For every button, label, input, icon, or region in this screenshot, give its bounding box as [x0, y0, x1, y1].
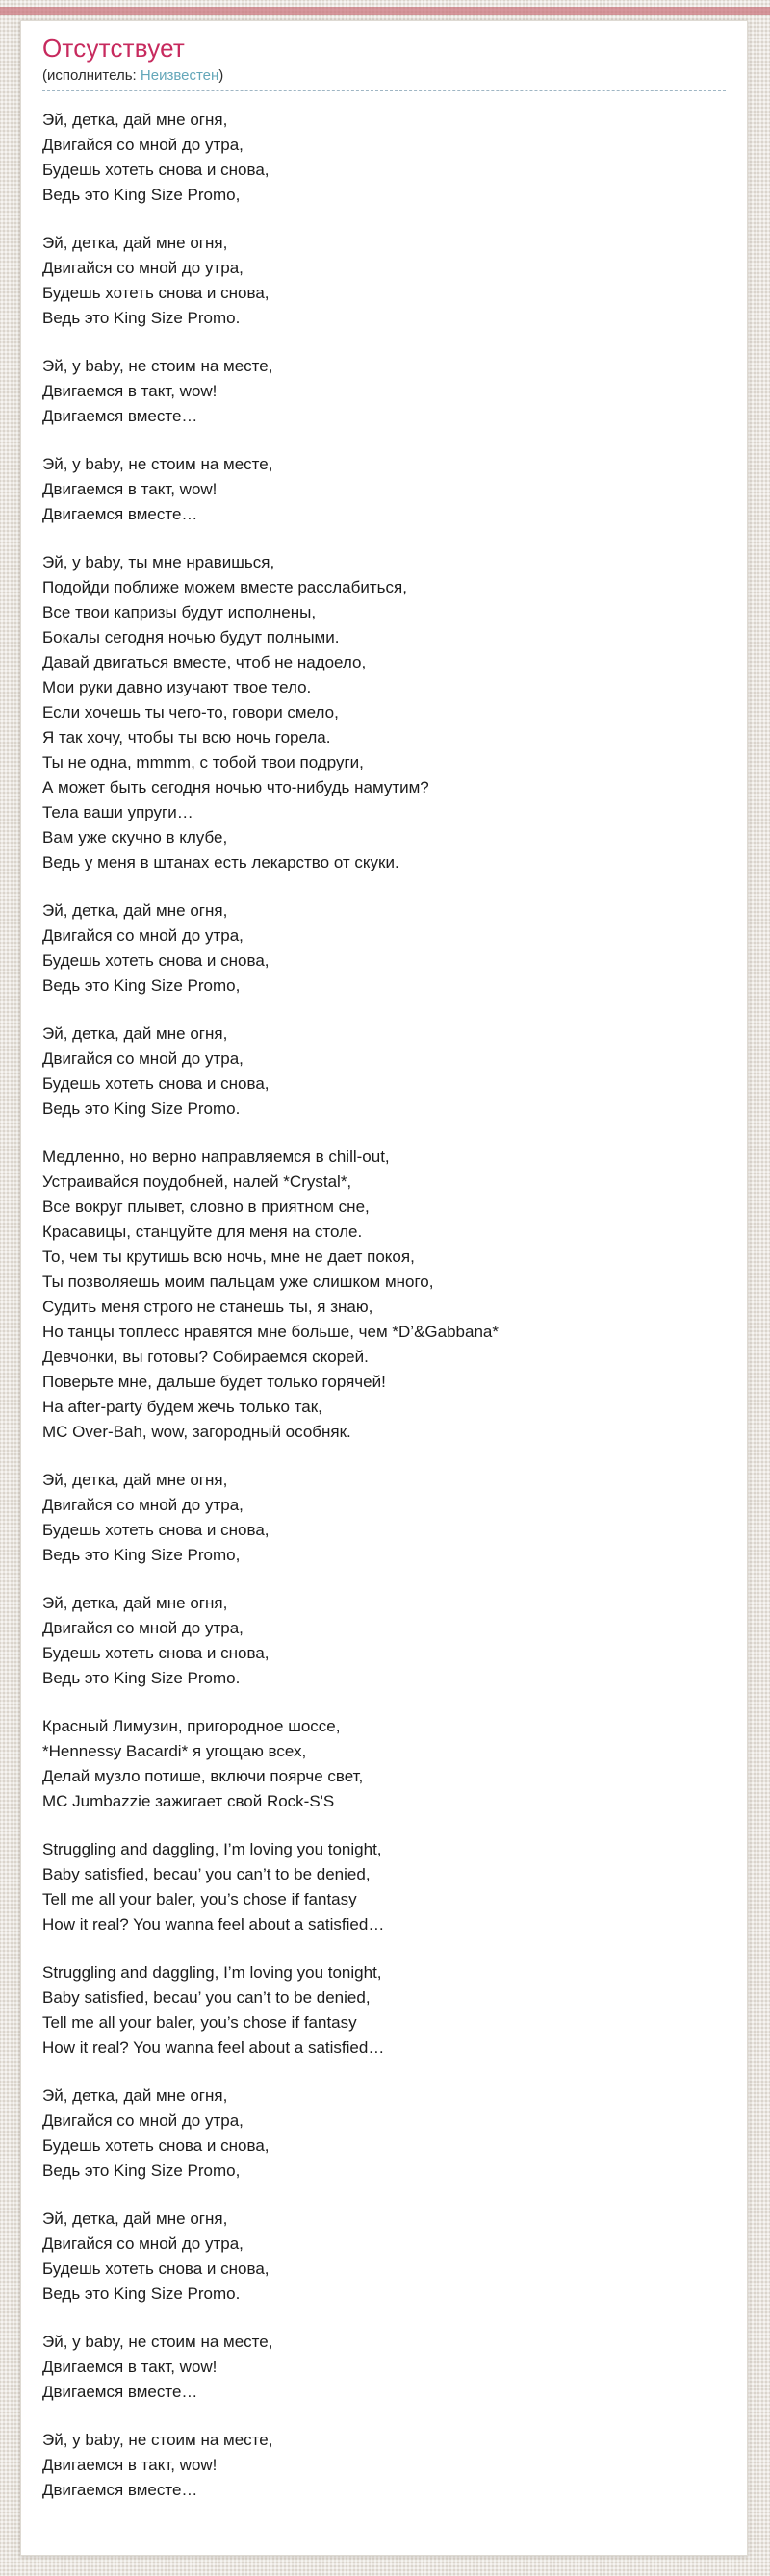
verse: Struggling and daggling, I’m loving you tonight, Baby satisfied, becau’ you can’t to be denied, Tell me all your baler, you’s chose if fantasy How it real? You wanna feel about a satisfied…	[42, 1963, 385, 2057]
verse: Эй, у baby, не стоим на месте, Двигаемся в такт, wow! Двигаемся вместе…	[42, 455, 273, 523]
verse: Эй, у baby, не стоим на месте, Двигаемся в такт, wow! Двигаемся вместе…	[42, 2333, 273, 2401]
artist-label-prefix: (исполнитель:	[42, 67, 137, 84]
verse: Эй, у baby, ты мне нравишься, Подойди поближе можем вместе расслабиться, Все твои капризы будут исполнены, Бокалы сегодня ночью будут полными. Давай двигаться вместе, чтоб не надоело, Мои руки давно изучают твое тело. Если хочешь ты чего-то, говори смело, Я так хочу, чтобы ты всю ночь горела. Ты не одна, mmmm, с тобой твои подруги, А может быть сегодня ночью что-нибудь намутим? Тела ваши упруги… Вам уже скучно в клубе, Ведь у меня в штанах есть лекарство от скуки.	[42, 553, 429, 871]
lyrics-card	[20, 20, 748, 2556]
verse: Эй, детка, дай мне огня, Двигайся со мной до утра, Будешь хотеть снова и снова, Ведь это King Size Promo.	[42, 1594, 270, 1687]
verse: Struggling and daggling, I’m loving you tonight, Baby satisfied, becau’ you can’t to be denied, Tell me all your baler, you’s chose if fantasy How it real? You wanna feel about a satisfied…	[42, 1840, 385, 1933]
verse: Эй, детка, дай мне огня, Двигайся со мной до утра, Будешь хотеть снова и снова, Ведь это King Size Promo,	[42, 1471, 270, 1564]
artist-link[interactable]: Неизвестен	[140, 67, 219, 84]
dashed-separator	[42, 90, 726, 91]
header-edge-band	[0, 7, 770, 15]
verse: Эй, у baby, не стоим на месте, Двигаемся в такт, wow! Двигаемся вместе…	[42, 357, 273, 425]
lyrics-text	[42, 108, 726, 2503]
artist-line	[42, 67, 726, 84]
verse: Эй, детка, дай мне огня, Двигайся со мной до утра, Будешь хотеть снова и снова, Ведь это King Size Promo.	[42, 2210, 270, 2303]
verse: Эй, детка, дай мне огня, Двигайся со мной до утра, Будешь хотеть снова и снова, Ведь это King Size Promo,	[42, 901, 270, 995]
artist-label-suffix: )	[218, 67, 224, 84]
verse: Медленно, но верно направляемся в chill-out, Устраивайся поудобней, налей *Crystal*, Все вокруг плывет, словно в приятном сне, Красавицы, станцуйте для меня на столе. То, чем ты крутишь всю ночь, мне не дает покоя, Ты позволяешь моим пальцам уже слишком много, Судить меня строго не станешь ты, я знаю, Но танцы топлесс нравятся мне больше, чем *D’&Gabbana* Девчонки, вы готовы? Собираемся скорей. Поверьте мне, дальше будет только горячей! На after-party будем жечь только так, MC Over-Bah, wow, загородный особняк.	[42, 1148, 499, 1441]
verse: Эй, детка, дай мне огня, Двигайся со мной до утра, Будешь хотеть снова и снова, Ведь это King Size Promo.	[42, 234, 270, 327]
verse: Эй, детка, дай мне огня, Двигайся со мной до утра, Будешь хотеть снова и снова, Ведь это King Size Promo.	[42, 1024, 270, 1118]
verse: Эй, у baby, не стоим на месте, Двигаемся в такт, wow! Двигаемся вместе…	[42, 2431, 273, 2499]
verse: Эй, детка, дай мне огня, Двигайся со мной до утра, Будешь хотеть снова и снова, Ведь это King Size Promo,	[42, 2086, 270, 2180]
verse: Эй, детка, дай мне огня, Двигайся со мной до утра, Будешь хотеть снова и снова, Ведь это King Size Promo,	[42, 111, 270, 204]
song-title: Отсутствует	[42, 34, 186, 63]
verse: Красный Лимузин, пригородное шоссе, *Hennessy Bacardi* я угощаю всех, Делай музло потише, включи поярче свет, MC Jumbazzie зажигает свой Rock-S'S	[42, 1717, 364, 1810]
